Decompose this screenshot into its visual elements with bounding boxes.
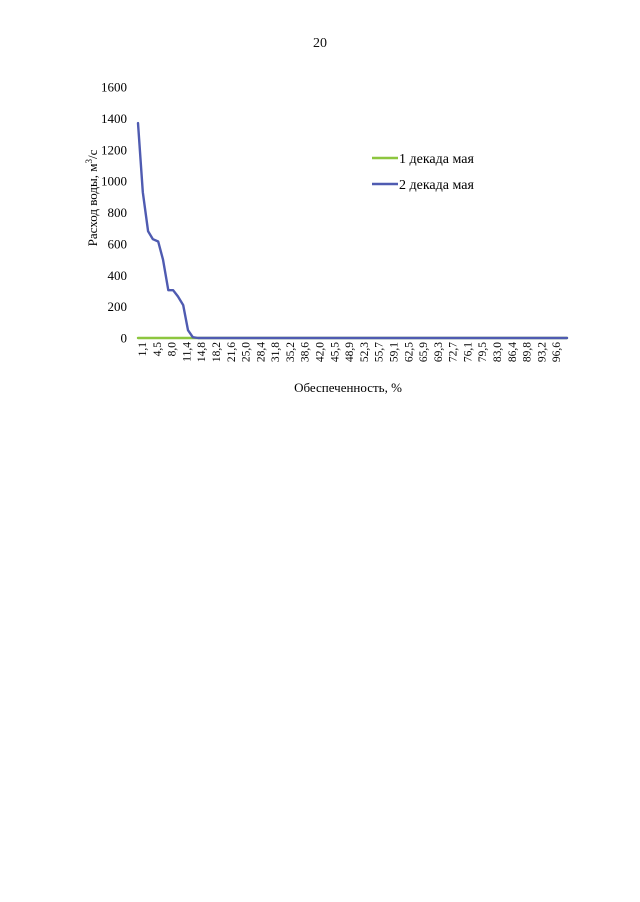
x-tick-label: 69,3 (432, 342, 445, 363)
x-tick-label: 83,0 (492, 342, 505, 363)
x-tick-label: 55,7 (373, 342, 386, 363)
page-number: 20 (313, 36, 327, 51)
x-tick-label: 59,1 (388, 342, 401, 363)
x-tick-label: 42,0 (314, 342, 327, 363)
x-tick-label: 96,6 (551, 342, 564, 363)
x-tick-label: 14,8 (196, 342, 209, 363)
x-tick-label: 76,1 (462, 342, 475, 363)
series-line-2 (138, 123, 567, 338)
x-tick-label: 89,8 (521, 342, 534, 363)
x-tick-label: 38,6 (299, 342, 312, 363)
x-tick-label: 28,4 (255, 342, 268, 363)
legend-label-2: 2 декада мая (399, 178, 474, 193)
y-tick-label: 400 (107, 267, 127, 283)
x-tick-label: 52,3 (358, 342, 371, 363)
x-tick-label: 31,8 (270, 342, 283, 363)
x-tick-labels (137, 342, 563, 362)
x-axis-label: Обеспеченность, % (294, 380, 402, 395)
x-tick-label: 25,0 (240, 342, 253, 363)
y-tick-label: 1400 (101, 110, 127, 126)
y-tick-label: 1600 (101, 79, 127, 95)
y-axis-label: Расход воды, $м^3/с$ (84, 149, 100, 247)
x-tick-label: 72,7 (447, 342, 460, 363)
x-tick-label: 21,6 (225, 342, 238, 363)
x-tick-label: 35,2 (284, 342, 297, 363)
x-tick-label: 86,4 (506, 342, 519, 363)
x-tick-label: 18,2 (210, 342, 223, 363)
x-tick-label: 45,5 (329, 342, 342, 363)
x-tick-label: 1,1 (137, 342, 149, 357)
x-tick-label: 93,2 (536, 342, 549, 363)
series-lines (138, 123, 567, 338)
x-tick-label: 8,0 (166, 342, 179, 357)
y-tick-label: 1000 (101, 173, 127, 189)
x-tick-label: 4,5 (151, 342, 164, 357)
x-tick-label: 48,9 (344, 342, 357, 363)
x-tick-label: 79,5 (477, 342, 490, 363)
y-tick-labels (101, 80, 127, 346)
y-tick-label: 200 (107, 299, 127, 315)
y-tick-label: 800 (107, 205, 127, 220)
y-tick-label: 1200 (101, 142, 127, 158)
legend-label-1: 1 декада мая (399, 152, 474, 167)
y-tick-label: 600 (107, 236, 127, 252)
y-tick-label: 0 (120, 330, 127, 346)
x-tick-label: 62,5 (403, 342, 416, 363)
x-tick-label: 65,9 (418, 342, 431, 363)
x-tick-label: 11,4 (181, 342, 194, 362)
legend (372, 152, 474, 193)
